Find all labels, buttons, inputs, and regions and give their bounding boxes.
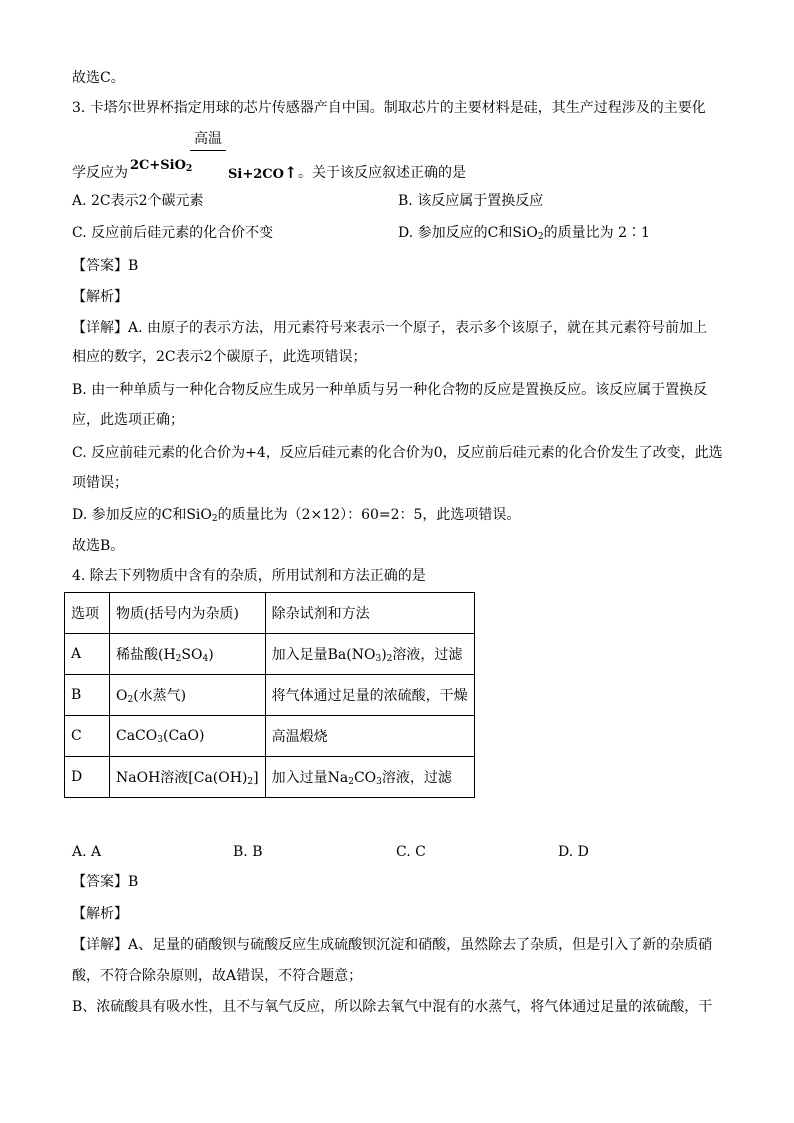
table-header: 除杂试剂和方法 — [265, 593, 474, 634]
option-d: D. D — [558, 844, 589, 860]
analysis-line: 【详解】A、足量的硝酸钡与硫酸反应生成硫酸钡沉淀和硝酸，虽然除去了杂质，但是引入了新的杂质硝 — [72, 937, 713, 953]
question-3-stem: 3. 卡塔尔世界杯指定用球的芯片传感器产自中国。制取芯片的主要材料是硅，其生产过程涉及的主要化 — [72, 100, 706, 116]
answer-3: 【答案】B — [72, 258, 139, 274]
analysis-line: C. 反应前硅元素的化合价为+4，反应后硅元素的化合价为0，反应前后硅元素的化合价发生了改变，此选 — [72, 445, 723, 461]
table-cell: 加入过量$Na_2CO_3$溶液，过滤 — [265, 757, 474, 798]
analysis-4-heading: 【解析】 — [72, 906, 128, 922]
analysis-line: 酸，不符合除杂原则，故A错误，不符合题意； — [72, 968, 363, 984]
table-cell: NaOH溶液$[Ca(OH)_2]$ — [110, 757, 266, 798]
text-line: 故选B。 — [72, 538, 125, 554]
table-cell: 稀盐酸$(H_2SO_4)$ — [110, 634, 266, 675]
table-cell: C — [65, 716, 110, 757]
option-a: A. 2C表示2个碳元素 — [72, 193, 204, 209]
options-table — [64, 592, 475, 798]
analysis-3-heading: 【解析】 — [72, 289, 128, 305]
eq-products: Si+2CO↑ — [228, 163, 298, 182]
analysis-line: B. 由一种单质与一种化合物反应生成另一种单质与另一种化合物的反应是置换反应。该反应属于置换反 — [72, 382, 708, 398]
reaction-condition: 高温 — [194, 131, 222, 147]
option-d: D. 参加反应的C和SiO$_2$的质量比为 2∶1 — [398, 225, 650, 242]
table-cell: D — [65, 757, 110, 798]
table-header: 选项 — [65, 593, 110, 634]
analysis-line: B、浓硫酸具有吸水性，且不与氧气反应，所以除去氧气中混有的水蒸气，将气体通过足量的浓硫酸，干 — [72, 999, 713, 1015]
eq-suffix: 。关于该反应叙述正确的是 — [298, 165, 466, 181]
table-row — [65, 675, 475, 716]
option-b: B. B — [233, 844, 263, 860]
table-row — [65, 634, 475, 675]
eq-reactants: 2C+SiO$_2$ — [130, 158, 193, 174]
question-3-equation — [72, 163, 128, 183]
option-b: B. 该反应属于置换反应 — [398, 193, 544, 209]
reaction-bar — [190, 150, 226, 151]
analysis-line: D. 参加反应的C和SiO$_2$的质量比为（2×12）：60=2：5，此选项错误。 — [72, 507, 521, 524]
table-row — [65, 716, 475, 757]
analysis-line: 应，此选项正确； — [72, 412, 184, 428]
option-c: C. C — [396, 844, 426, 860]
answer-4: 【答案】B — [72, 874, 139, 890]
eq-prefix: 学反应为 — [72, 165, 128, 181]
table-cell: $O_2$(水蒸气) — [110, 675, 266, 716]
table-cell: A — [65, 634, 110, 675]
analysis-line: 【详解】A. 由原子的表示方法，用元素符号来表示一个原子，表示多个该原子，就在其元素符号前加上 — [72, 320, 708, 336]
analysis-line: 相应的数字，2C表示2个碳原子，此选项错误； — [72, 349, 367, 365]
table-cell: 将气体通过足量的浓硫酸，干燥 — [265, 675, 474, 716]
table-cell: B — [65, 675, 110, 716]
option-a: A. A — [72, 844, 102, 860]
analysis-line: 项错误； — [72, 475, 128, 491]
table-header: 物质(括号内为杂质) — [110, 593, 266, 634]
table-cell: 加入足量$Ba(NO_3)_2$溶液，过滤 — [265, 634, 474, 675]
table-row — [65, 757, 475, 798]
text-line: 故选C。 — [72, 70, 125, 86]
table-cell: CaCO$_3$(CaO) — [110, 716, 266, 757]
table-header-row — [65, 593, 475, 634]
question-4-stem: 4. 除去下列物质中含有的杂质，所用试剂和方法正确的是 — [72, 568, 426, 584]
option-c: C. 反应前后硅元素的化合价不变 — [72, 225, 274, 241]
table-cell: 高温煅烧 — [265, 716, 474, 757]
